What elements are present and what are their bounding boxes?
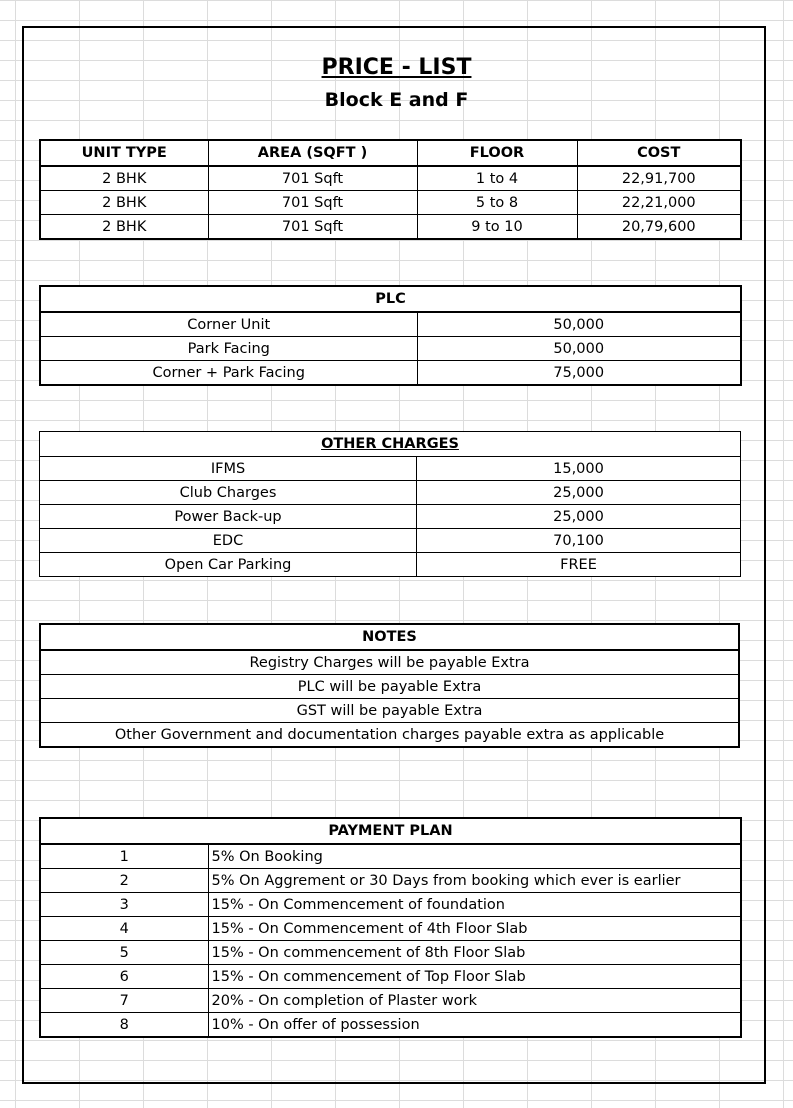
charge-value-cell: 70,100 [417, 529, 741, 553]
charge-label-cell: IFMS [40, 457, 417, 481]
table-row [40, 337, 741, 361]
plc-label-cell: Park Facing [40, 337, 417, 361]
note-cell: Registry Charges will be payable Extra [40, 650, 739, 675]
installment-number-cell: 4 [40, 917, 208, 941]
table-row [40, 481, 741, 505]
column-header-unit-type: UNIT TYPE [40, 140, 208, 166]
payment-plan-table [39, 817, 742, 1038]
installment-description-cell: 15% - On Commencement of 4th Floor Slab [208, 917, 741, 941]
unit-type-cell: 2 BHK [40, 191, 208, 215]
unit-type-cell: 2 BHK [40, 215, 208, 240]
installment-number-cell: 5 [40, 941, 208, 965]
installment-number-cell: 6 [40, 965, 208, 989]
table-row [40, 965, 741, 989]
charge-value-cell: FREE [417, 553, 741, 577]
charge-label-cell: Open Car Parking [40, 553, 417, 577]
installment-description-cell: 5% On Aggrement or 30 Days from booking which ever is earlier [208, 869, 741, 893]
note-cell: PLC will be payable Extra [40, 675, 739, 699]
installment-number-cell: 7 [40, 989, 208, 1013]
column-header-area: AREA (SQFT ) [208, 140, 417, 166]
notes-table [39, 623, 740, 748]
notes-header: NOTES [40, 624, 739, 650]
charge-label-cell: Power Back-up [40, 505, 417, 529]
table-row [40, 166, 741, 191]
unit-type-cell: 2 BHK [40, 166, 208, 191]
table-row [40, 553, 741, 577]
installment-description-cell: 15% - On Commencement of foundation [208, 893, 741, 917]
table-row [40, 1013, 741, 1038]
floor-cell: 5 to 8 [417, 191, 577, 215]
column-header-cost: COST [577, 140, 741, 166]
charge-value-cell: 15,000 [417, 457, 741, 481]
plc-table [39, 285, 742, 386]
price-table [39, 139, 742, 240]
installment-description-cell: 15% - On commencement of 8th Floor Slab [208, 941, 741, 965]
installment-number-cell: 1 [40, 844, 208, 869]
plc-value-cell: 50,000 [417, 337, 741, 361]
floor-cell: 9 to 10 [417, 215, 577, 240]
installment-description-cell: 20% - On completion of Plaster work [208, 989, 741, 1013]
note-cell: GST will be payable Extra [40, 699, 739, 723]
plc-value-cell: 50,000 [417, 312, 741, 337]
charge-label-cell: Club Charges [40, 481, 417, 505]
table-row [40, 917, 741, 941]
plc-value-cell: 75,000 [417, 361, 741, 386]
cost-cell: 22,21,000 [577, 191, 741, 215]
installment-number-cell: 3 [40, 893, 208, 917]
installment-description-cell: 10% - On offer of possession [208, 1013, 741, 1038]
installment-number-cell: 8 [40, 1013, 208, 1038]
floor-cell: 1 to 4 [417, 166, 577, 191]
column-header-floor: FLOOR [417, 140, 577, 166]
table-row [40, 869, 741, 893]
other-charges-header: OTHER CHARGES [40, 432, 741, 457]
table-row [40, 650, 739, 675]
cost-cell: 22,91,700 [577, 166, 741, 191]
installment-number-cell: 2 [40, 869, 208, 893]
installment-description-cell: 5% On Booking [208, 844, 741, 869]
charge-value-cell: 25,000 [417, 481, 741, 505]
other-charges-table [39, 431, 741, 577]
table-row [40, 723, 739, 748]
table-row [40, 312, 741, 337]
table-row [40, 191, 741, 215]
plc-header: PLC [40, 286, 741, 312]
table-row [40, 361, 741, 386]
cost-cell: 20,79,600 [577, 215, 741, 240]
note-cell: Other Government and documentation charges payable extra as applicable [40, 723, 739, 748]
table-row [40, 893, 741, 917]
table-row [40, 505, 741, 529]
page-title: PRICE - LIST [321, 55, 472, 80]
installment-description-cell: 15% - On commencement of Top Floor Slab [208, 965, 741, 989]
plc-label-cell: Corner Unit [40, 312, 417, 337]
area-cell: 701 Sqft [208, 191, 417, 215]
table-row [40, 675, 739, 699]
page-subtitle: Block E and F [324, 89, 469, 111]
charge-value-cell: 25,000 [417, 505, 741, 529]
area-cell: 701 Sqft [208, 215, 417, 240]
table-row [40, 215, 741, 240]
charge-label-cell: EDC [40, 529, 417, 553]
table-row [40, 844, 741, 869]
plc-label-cell: Corner + Park Facing [40, 361, 417, 386]
table-row [40, 529, 741, 553]
table-row [40, 699, 739, 723]
table-row [40, 941, 741, 965]
table-row [40, 989, 741, 1013]
table-row [40, 457, 741, 481]
area-cell: 701 Sqft [208, 166, 417, 191]
payment-plan-header: PAYMENT PLAN [40, 818, 741, 844]
